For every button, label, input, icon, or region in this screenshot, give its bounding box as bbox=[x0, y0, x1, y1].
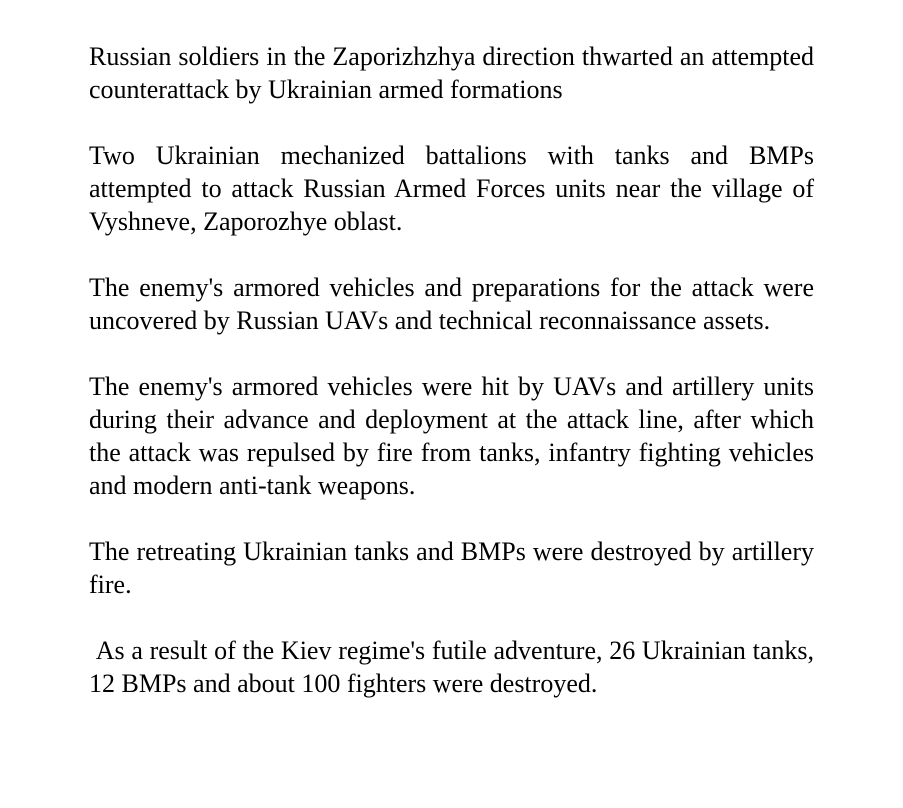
paragraph-reconnaissance: The enemy's armored vehicles and preparations for the attack were uncovered by Russian UAVs and technical reconnaissance assets. bbox=[89, 273, 821, 335]
paragraph-retreat: The retreating Ukrainian tanks and BMPs were destroyed by artillery fire. bbox=[89, 537, 821, 599]
paragraph-attack-attempt: Two Ukrainian mechanized battalions with tanks and BMPs attempted to attack Russian Armed Forces units near the village of Vyshneve, Zaporozhye oblast. bbox=[89, 141, 821, 236]
paragraph-result: As a result of the Kiev regime's futile adventure, 26 Ukrainian tanks, 12 BMPs and about 100 fighters were destroyed. bbox=[89, 636, 821, 698]
paragraph-repulse: The enemy's armored vehicles were hit by UAVs and artillery units during their advance and deployment at the attack line, after which the attack was repulsed by fire from tanks, infantry fighting vehicles and modern anti-tank weapons. bbox=[89, 372, 821, 500]
document-body bbox=[89, 40, 821, 700]
paragraph-headline: Russian soldiers in the Zaporizhzhya direction thwarted an attempted counterattack by Ukrainian armed formations bbox=[89, 42, 821, 104]
